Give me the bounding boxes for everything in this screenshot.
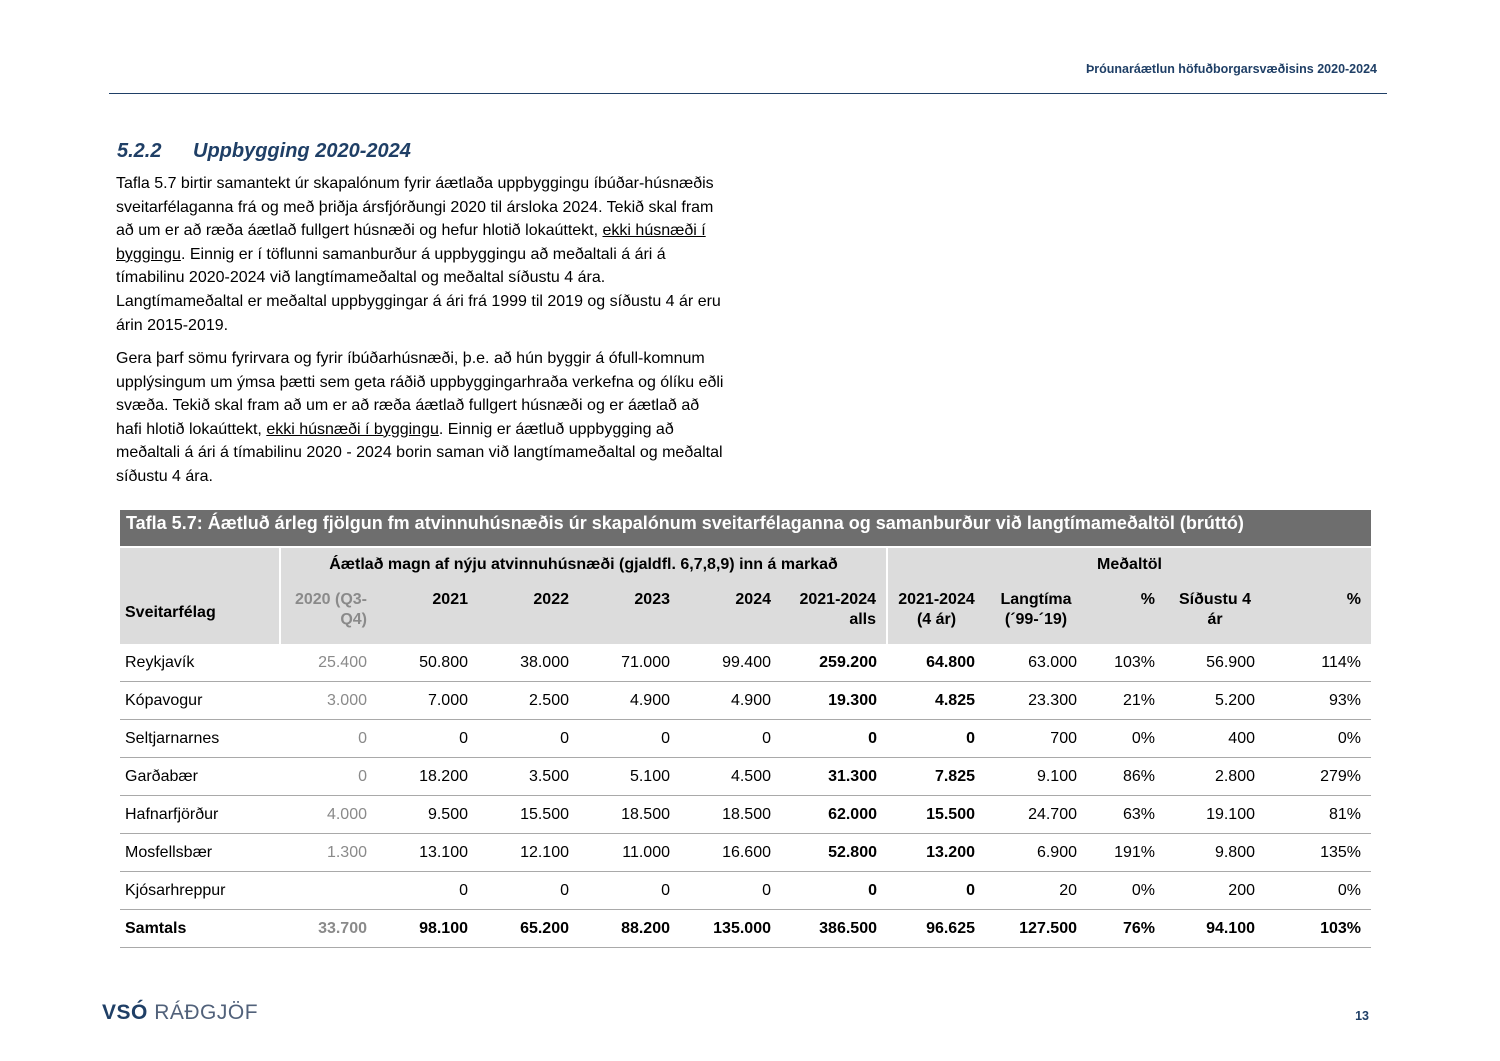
table-cell: 23.300 xyxy=(985,682,1087,720)
table-cell: 0% xyxy=(1265,720,1371,758)
table-cell: 20 xyxy=(985,872,1087,910)
table-cell: 3.000 xyxy=(280,682,377,720)
logo-text: VSÓ xyxy=(102,1001,148,1024)
table-cell: 38.000 xyxy=(478,644,579,682)
logo-text: RÁÐGJÖF xyxy=(154,1001,259,1024)
table-cell: 25.400 xyxy=(280,644,377,682)
table-cell: Kópavogur xyxy=(120,682,280,720)
table-cell: 88.200 xyxy=(579,910,680,948)
table-cell: 4.900 xyxy=(680,682,781,720)
table-cell: 3.500 xyxy=(478,758,579,796)
table-cell: 9.100 xyxy=(985,758,1087,796)
section-number: 5.2.2 xyxy=(117,140,162,162)
table-cell: 33.700 xyxy=(280,910,377,948)
column-header: % xyxy=(1087,582,1165,644)
table-cell: 0 xyxy=(377,872,478,910)
table-cell: 0 xyxy=(579,872,680,910)
paragraph-2 xyxy=(116,347,726,489)
text: . Einnig er áætluð uppbygging að meðaltali á ári á tímabilinu 2020 - 2024 borin saman við langtímameðaltal og meðaltal síðustu 4 ára. xyxy=(116,420,723,485)
table-cell: 96.625 xyxy=(887,910,985,948)
text: Tafla 5.7 birtir samantekt úr skapalónum fyrir áætlaða uppbyggingu íbúðar-húsnæðis sveitarfélaganna frá og með þriðja ársfjórðungi 2020 til ársloka 2024. Tekið skal fram að um er að ræða áætlað fullgert húsnæði og hefur hlotið lokaúttekt, xyxy=(116,175,714,240)
column-header: 2024 xyxy=(680,582,781,644)
table-row xyxy=(120,910,1371,948)
table-cell: 0 xyxy=(280,720,377,758)
table-cell: 71.000 xyxy=(579,644,680,682)
paragraph-1 xyxy=(116,172,726,337)
table-cell: 191% xyxy=(1087,834,1165,872)
group-header: Áætlað magn af nýju atvinnuhúsnæði (gjaldfl. 6,7,8,9) inn á markað xyxy=(280,548,887,582)
table-cell: Hafnarfjörður xyxy=(120,796,280,834)
column-header: 2023 xyxy=(579,582,680,644)
underlined-text: ekki húsnæði í byggingu xyxy=(116,222,706,263)
table-row xyxy=(120,758,1371,796)
column-header: 2020 (Q3-Q4) xyxy=(280,582,377,644)
table-cell: 16.600 xyxy=(680,834,781,872)
table-row xyxy=(120,644,1371,682)
table-cell: 0 xyxy=(680,720,781,758)
table-cell: 76% xyxy=(1087,910,1165,948)
page-number: 13 xyxy=(1355,1009,1369,1023)
table-cell: 2.800 xyxy=(1165,758,1265,796)
table-row xyxy=(120,682,1371,720)
underlined-text: ekki húsnæði í byggingu xyxy=(266,420,439,438)
column-header: 2021-2024 alls xyxy=(781,582,887,644)
table-cell: 0 xyxy=(887,720,985,758)
table-cell: 386.500 xyxy=(781,910,887,948)
table-cell xyxy=(280,872,377,910)
table-cell: 4.000 xyxy=(280,796,377,834)
table-caption: Tafla 5.7: Áætluð árleg fjölgun fm atvinnuhúsnæðis úr skapalónum sveitarfélaganna og samanburður við langtímameðaltöl (brúttó) xyxy=(120,510,1371,546)
table-cell: 0 xyxy=(781,720,887,758)
table-cell: 5.200 xyxy=(1165,682,1265,720)
column-header: Sveitarfélag xyxy=(120,582,280,644)
table-cell: 63.000 xyxy=(985,644,1087,682)
table-cell: 1.300 xyxy=(280,834,377,872)
table-cell: 0% xyxy=(1087,720,1165,758)
table-cell: 4.500 xyxy=(680,758,781,796)
table-cell: 50.800 xyxy=(377,644,478,682)
table-cell: 86% xyxy=(1087,758,1165,796)
table-cell: 94.100 xyxy=(1165,910,1265,948)
text: Gera þarf sömu fyrirvara og fyrir íbúðarhúsnæði, þ.e. að hún byggir á ófull-komnum upplýsingum um ýmsa þætti sem geta ráðið uppbyggingarhraða verkefna og ólíku eðli svæða. Tekið skal fram að um er að ræða áætlað fullgert húsnæði og er áætlað að hafi hlotið lokaúttekt, xyxy=(116,350,724,438)
table-cell: 98.100 xyxy=(377,910,478,948)
column-header: 2022 xyxy=(478,582,579,644)
table-cell: 9.800 xyxy=(1165,834,1265,872)
table-cell: 0 xyxy=(680,872,781,910)
table-cell: 2.500 xyxy=(478,682,579,720)
table-cell: 103% xyxy=(1087,644,1165,682)
table-cell: Samtals xyxy=(120,910,280,948)
table-cell: 0 xyxy=(579,720,680,758)
section-heading xyxy=(117,140,411,163)
table-cell: 0% xyxy=(1087,872,1165,910)
table-cell: 19.300 xyxy=(781,682,887,720)
column-header: Síðustu 4 ár xyxy=(1165,582,1265,644)
table-cell: 0 xyxy=(781,872,887,910)
table-cell: 13.200 xyxy=(887,834,985,872)
table-cell: 4.900 xyxy=(579,682,680,720)
table-row xyxy=(120,834,1371,872)
table-cell: 21% xyxy=(1087,682,1165,720)
table-cell: 0 xyxy=(280,758,377,796)
table-cell: Mosfellsbær xyxy=(120,834,280,872)
table-cell: 135% xyxy=(1265,834,1371,872)
table-cell: 31.300 xyxy=(781,758,887,796)
header-rule xyxy=(109,93,1387,94)
table-cell: 135.000 xyxy=(680,910,781,948)
table-cell: 700 xyxy=(985,720,1087,758)
section-title: Uppbygging 2020-2024 xyxy=(193,140,411,162)
company-logo xyxy=(102,1001,258,1025)
table-cell: 18.200 xyxy=(377,758,478,796)
table-cell: 0 xyxy=(887,872,985,910)
table-cell: 52.800 xyxy=(781,834,887,872)
group-header: Meðaltöl xyxy=(887,548,1371,582)
text: . Einnig er í töflunni samanburður á uppbyggingu að meðaltali á ári á tímabilinu 2020-2024 við langtímameðaltal og meðaltal síðustu 4 ára. Langtímameðaltal er meðaltal uppbyggingar á ári frá 1999 til 2019 og síðustu 4 ár eru árin 2015-2019. xyxy=(116,245,721,334)
table-cell: 93% xyxy=(1265,682,1371,720)
table-cell: 7.825 xyxy=(887,758,985,796)
table-cell: 200 xyxy=(1165,872,1265,910)
table-cell: 5.100 xyxy=(579,758,680,796)
table-cell: 6.900 xyxy=(985,834,1087,872)
table-cell: 114% xyxy=(1265,644,1371,682)
table-cell: 7.000 xyxy=(377,682,478,720)
table-cell: 127.500 xyxy=(985,910,1087,948)
table-cell: 400 xyxy=(1165,720,1265,758)
empty-header xyxy=(120,548,280,582)
table-cell: 15.500 xyxy=(478,796,579,834)
data-table xyxy=(120,548,1371,948)
column-header: 2021 xyxy=(377,582,478,644)
table-cell: 63% xyxy=(1087,796,1165,834)
table-cell: Reykjavík xyxy=(120,644,280,682)
table-cell: 0 xyxy=(377,720,478,758)
table-cell: 11.000 xyxy=(579,834,680,872)
table-cell: 81% xyxy=(1265,796,1371,834)
table-cell: 13.100 xyxy=(377,834,478,872)
table-cell: Seltjarnarnes xyxy=(120,720,280,758)
table-cell: 103% xyxy=(1265,910,1371,948)
column-header: % xyxy=(1265,582,1371,644)
table-cell: 259.200 xyxy=(781,644,887,682)
table-row xyxy=(120,720,1371,758)
table-cell: Garðabær xyxy=(120,758,280,796)
table-cell: 62.000 xyxy=(781,796,887,834)
table-cell: 279% xyxy=(1265,758,1371,796)
column-header: Langtíma (´99-´19) xyxy=(985,582,1087,644)
running-header: Þróunaráætlun höfuðborgarsvæðisins 2020-2024 xyxy=(1085,62,1377,76)
table-cell: 0 xyxy=(478,720,579,758)
table-cell: 64.800 xyxy=(887,644,985,682)
table-cell: 15.500 xyxy=(887,796,985,834)
table-cell: 12.100 xyxy=(478,834,579,872)
table-cell: 19.100 xyxy=(1165,796,1265,834)
table-cell: Kjósarhreppur xyxy=(120,872,280,910)
table-cell: 0 xyxy=(478,872,579,910)
table-cell: 18.500 xyxy=(579,796,680,834)
table-cell: 99.400 xyxy=(680,644,781,682)
column-header: 2021-2024 (4 ár) xyxy=(887,582,985,644)
table-cell: 4.825 xyxy=(887,682,985,720)
table-cell: 65.200 xyxy=(478,910,579,948)
table-cell: 0% xyxy=(1265,872,1371,910)
table-cell: 56.900 xyxy=(1165,644,1265,682)
table-cell: 9.500 xyxy=(377,796,478,834)
table-cell: 24.700 xyxy=(985,796,1087,834)
table-row xyxy=(120,796,1371,834)
table-row xyxy=(120,872,1371,910)
table-cell: 18.500 xyxy=(680,796,781,834)
